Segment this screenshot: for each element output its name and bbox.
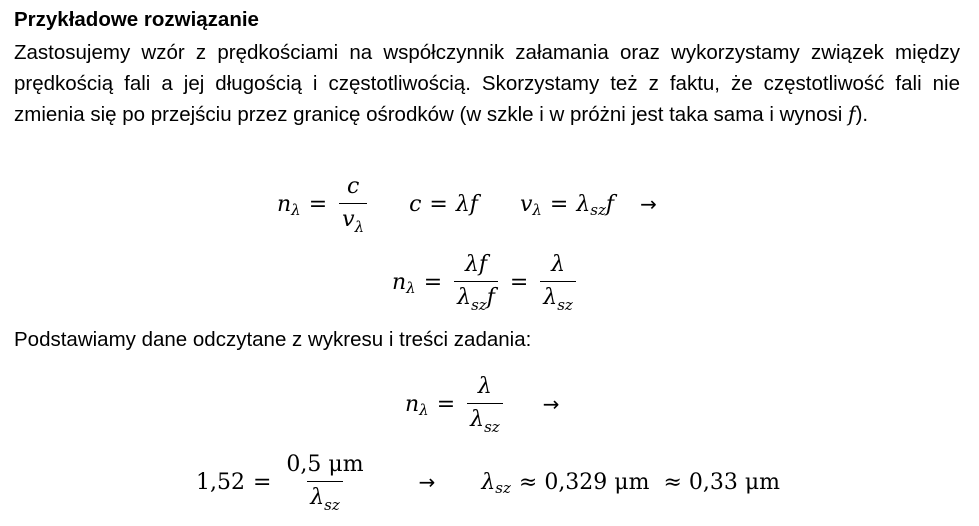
eq4-frac-num: 0,5 μm <box>286 452 364 477</box>
eq1-v-sub: λ <box>532 201 542 219</box>
eq2-frac1-num: λf <box>464 252 488 277</box>
eq2-frac1-den-lambda: λ <box>457 285 472 310</box>
eq1-lambda: λ <box>455 191 470 217</box>
equation-line-3 <box>405 374 559 434</box>
eq4-frac-den-lambda: λ <box>310 485 325 510</box>
eq2-n: n <box>392 269 407 295</box>
eq3-frac-num: λ <box>477 374 492 399</box>
eq1-frac-den: v <box>342 207 355 232</box>
eq1-frac-den-sub: λ <box>354 218 365 236</box>
eq1-lambda-sz: λ <box>576 191 591 217</box>
eq2-frac2-den-sub: sz <box>557 296 573 314</box>
equation-line-2 <box>392 252 580 312</box>
eq2-frac2-num: λ <box>551 252 566 277</box>
eq2-n-sub: λ <box>406 279 416 297</box>
eq4-equals: = <box>252 469 272 495</box>
eq2-frac1-den-sub: sz <box>471 296 487 314</box>
eq1-f: f <box>469 191 478 217</box>
eq1-equals-3: = <box>549 191 569 217</box>
eq4-result-sub: sz <box>495 479 511 497</box>
paragraph-text: Zastosujemy wzór z prędkościami na współczynnik załamania oraz wykorzystamy związek między prędkością fali a jej długością i częstotliwością. Skorzystamy też z faktu, że częstotliwość fali nie zmienia się po przejściu przez granicę ośrodków (w szkle i w próżni jest taka sama i wynosi <box>14 41 960 126</box>
eq4-approx-1: ≈ 0,329 μm <box>518 469 650 495</box>
eq1-lambda-sz-sub: sz <box>590 201 606 219</box>
eq3-fraction <box>467 374 503 434</box>
eq4-arrow: → <box>418 470 436 494</box>
eq1-c: c <box>409 191 422 217</box>
eq2-fraction-2 <box>540 252 576 312</box>
eq4-approx-2: ≈ 0,33 μm <box>663 469 781 495</box>
explanation-paragraph <box>14 38 960 131</box>
eq3-equals: = <box>436 391 456 417</box>
section-heading: Przykładowe rozwiązanie <box>14 8 259 31</box>
eq2-frac2-den-lambda: λ <box>543 285 558 310</box>
eq1-n-sub: λ <box>291 201 301 219</box>
eq2-frac1-den-f: f <box>486 285 495 310</box>
eq1-f-2: f <box>605 191 615 217</box>
eq1-fraction <box>339 174 367 234</box>
eq1-v: v <box>519 191 533 217</box>
eq3-n-sub: λ <box>419 401 429 419</box>
eq2-equals: = <box>423 269 443 295</box>
eq4-result-lambda: λ <box>481 469 496 495</box>
eq4-frac-den-sub: sz <box>324 496 340 514</box>
eq1-frac-num: c <box>346 174 360 199</box>
eq2-fraction-1 <box>454 252 498 312</box>
equation-line-1 <box>277 174 657 234</box>
eq1-equals-2: = <box>429 191 448 217</box>
eq3-arrow: → <box>542 392 560 416</box>
eq4-fraction <box>283 452 366 512</box>
paragraph-end: ). <box>855 103 869 126</box>
frequency-variable: f <box>847 102 856 126</box>
eq4-lhs: 1,52 <box>196 469 245 495</box>
eq3-frac-den-lambda: λ <box>470 407 485 432</box>
eq2-equals-2: = <box>509 269 529 295</box>
equation-line-4 <box>196 452 780 512</box>
eq1-arrow: → <box>640 192 657 216</box>
eq1-n: n <box>277 191 292 217</box>
eq1-equals: = <box>308 191 328 217</box>
substitution-text: Podstawiamy dane odczytane z wykresu i treści zadania: <box>14 328 532 351</box>
eq3-n: n <box>405 391 420 417</box>
eq3-frac-den-sub: sz <box>484 418 500 436</box>
